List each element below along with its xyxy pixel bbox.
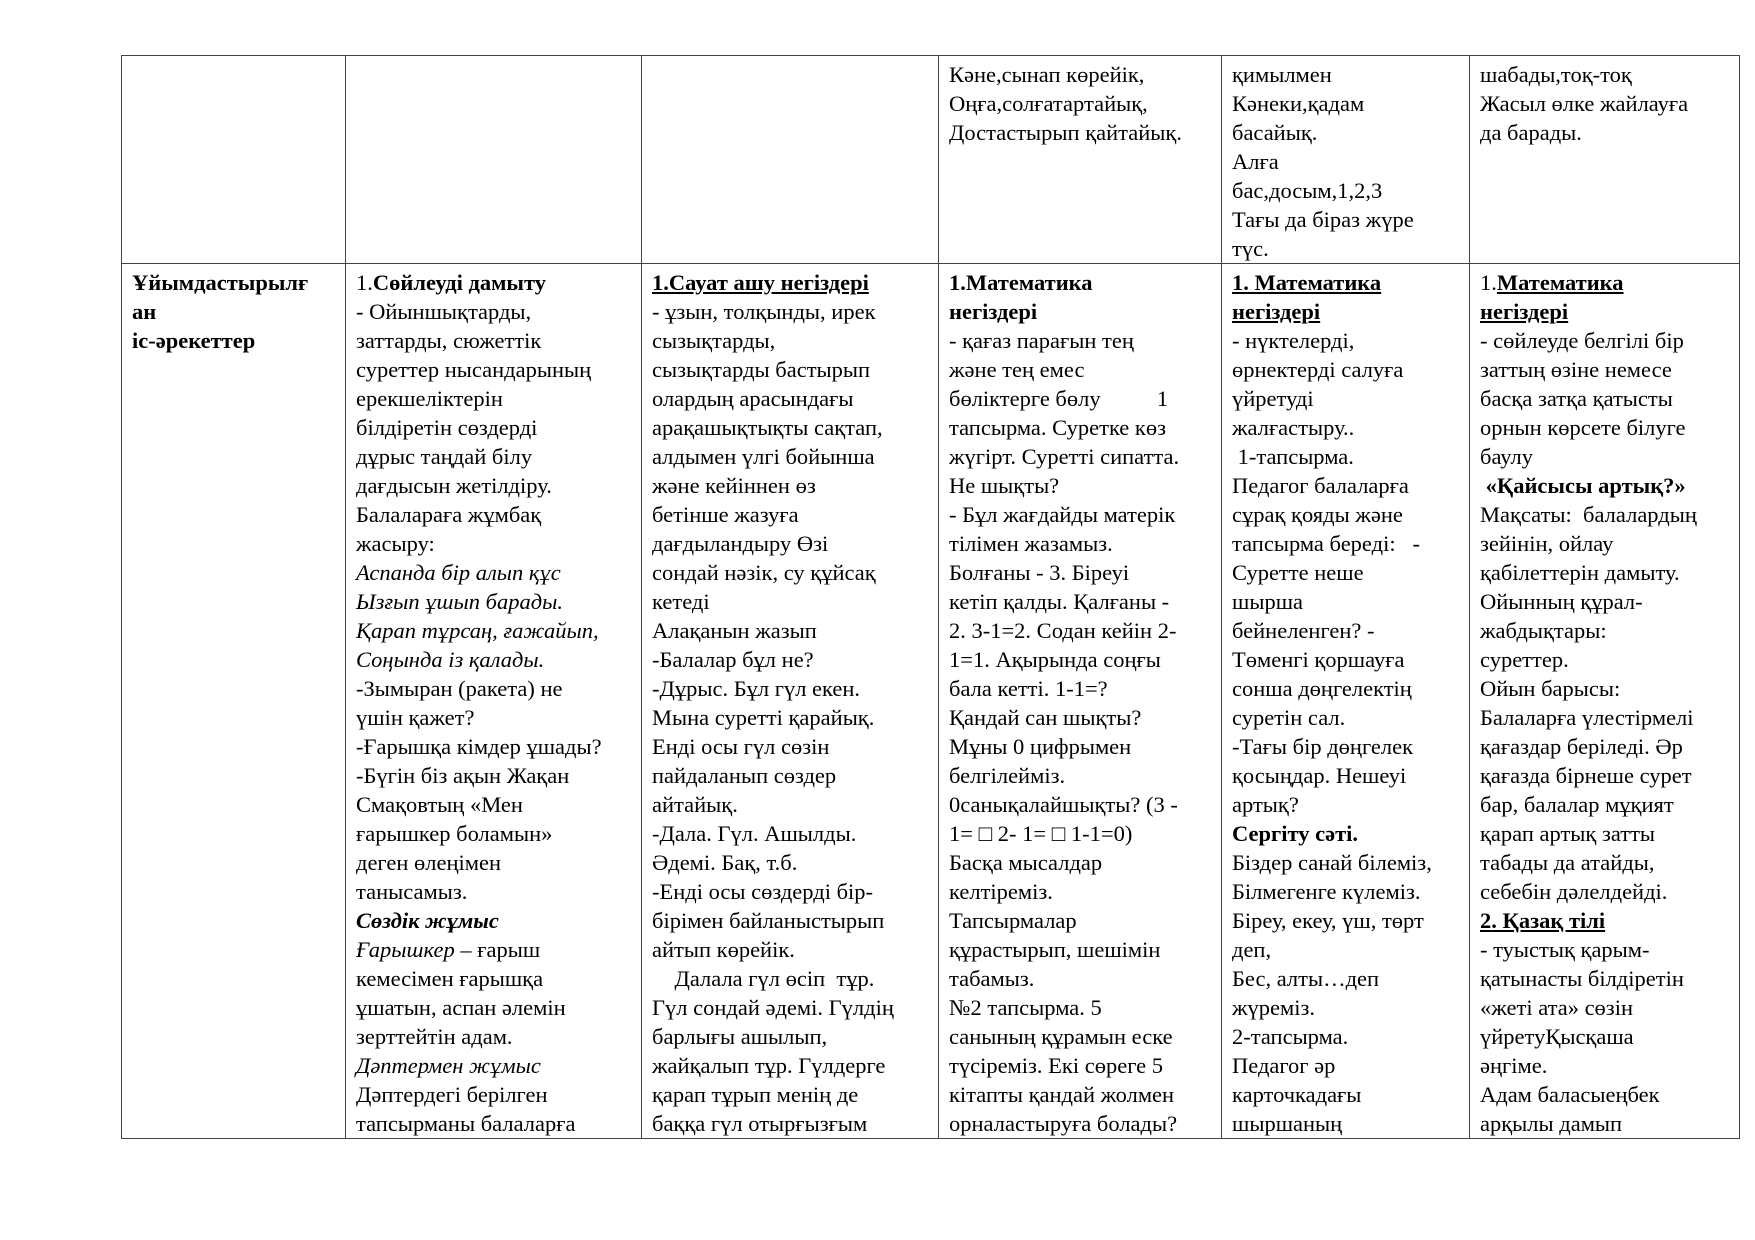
literacy-text-line: айтайық. — [652, 792, 738, 817]
top-cell-4-text-line: Оңға,солғатартайық, — [949, 91, 1148, 116]
speech-questions-text — [356, 674, 635, 906]
top-cell-5-text-line: Кәнеки,қадам — [1232, 91, 1365, 116]
row-label-line: іс-әрекеттер — [132, 328, 256, 353]
game-text-line: Ойын барысы: — [1480, 676, 1621, 701]
literacy-text-line: -Балалар бұл не? — [652, 647, 814, 672]
math-text-2b-line: Білмегенге күлеміз. — [1232, 879, 1421, 904]
math-text-2a-line: 1-тапсырма. — [1232, 444, 1354, 469]
table-row-main — [122, 264, 1740, 1139]
game-text-line: зейінін, ойлау — [1480, 531, 1614, 556]
speech-questions-text-line: -Зымыран (ракета) не — [356, 676, 563, 701]
math-text-2b-line: шыршаның — [1232, 1111, 1343, 1136]
top-cell-5-text-line: түс. — [1232, 236, 1269, 261]
math-text-1-line: жүгірт. Суретті сипатта. — [949, 444, 1180, 469]
speech-title-line — [356, 268, 635, 297]
notebook-work-text — [356, 1080, 635, 1138]
top-cell-6-text-line: да барады. — [1480, 120, 1582, 145]
math-text-1-line: №2 тапсырма. 5 — [949, 995, 1102, 1020]
literacy-text-line: қарап тұрып менің де — [652, 1082, 859, 1107]
math-text-1-line: - қағаз парағын тең — [949, 328, 1134, 353]
riddle-poem-line: Соңында із қалады. — [356, 647, 545, 672]
literacy-text-line: Гүл сондай әдемі. Гүлдің — [652, 995, 894, 1020]
math-text-1-line: - Бұл жағдайды матерік — [949, 502, 1176, 527]
riddle-poem — [356, 558, 635, 674]
vocabulary-definition-line: зерттейтін адам. — [356, 1024, 513, 1049]
literacy-text-line: сызықтарды бастырып — [652, 357, 871, 382]
row-label-line: ан — [132, 299, 157, 324]
math-text-3a-line: заттың өзіне немесе — [1480, 357, 1672, 382]
speech-intro-text-line: Балаларағa жұмбақ — [356, 502, 542, 527]
literacy-title: 1.Сауат ашу негіздері — [652, 270, 869, 295]
row-label-line: Ұйымдастырылғ — [132, 270, 309, 295]
literacy-text-line: олардың арасындағы — [652, 386, 854, 411]
math-text-1-line: санының құрамын еске — [949, 1024, 1173, 1049]
literacy-text-line: арақашықтықты сақтап, — [652, 415, 883, 440]
top-cell-6-text-line: Жасыл өлке жайлауға — [1480, 91, 1689, 116]
math-text-2b-line: Біздер санай білеміз, — [1232, 850, 1432, 875]
top-cell-4-text-line: Кәне,сынап көрейік, — [949, 62, 1145, 87]
speech-questions-text-line: деген өлеңімен — [356, 850, 502, 875]
math-text-2a-line: қосыңдар. Нешеуі — [1232, 763, 1407, 788]
game-text-line: қағаздар беріледі. Әр — [1480, 734, 1683, 759]
literacy-text — [652, 297, 932, 1138]
math-text-2a-line: - нүктелерді, — [1232, 328, 1355, 353]
speech-intro-text-line: заттарды, сюжеттік — [356, 328, 542, 353]
math-text-1-line: Қандай сан шықты? — [949, 705, 1142, 730]
top-cell-3 — [642, 56, 939, 264]
math-text-1-line: 1= □ 2- 1= □ 1-1=0) — [949, 821, 1133, 846]
math-text-1-line: бөліктерге бөлу 1 — [949, 386, 1169, 411]
math-title-3-second: негіздері — [1480, 299, 1569, 324]
game-text — [1480, 500, 1733, 906]
riddle-poem-line: Аспанда бір алып құс — [356, 560, 561, 585]
speech-questions-text-line: ғарышкер боламын» — [356, 821, 553, 846]
speech-questions-text-line: -Бүгін біз ақын Жақан — [356, 763, 570, 788]
top-cell-6-text-line: шабады,тоқ-тоқ — [1480, 62, 1632, 87]
game-title: «Қайсысы артық?» — [1480, 473, 1686, 498]
math-title-1-line: 1.Математика — [949, 270, 1093, 295]
math-text-1-line: түсіреміз. Екі сөреге 5 — [949, 1053, 1164, 1078]
kazakh-language-text-line: қатынасты білдіретін — [1480, 966, 1684, 991]
math-text-1-line: 1=1. Ақырында соңғы — [949, 647, 1161, 672]
top-cell-2 — [346, 56, 642, 264]
math-basics-cell-3 — [1470, 264, 1740, 1139]
literacy-text-line: сызықтарды, — [652, 328, 776, 353]
literacy-text-line: Әдемі. Бақ, т.б. — [652, 850, 798, 875]
break-moment-title: Сергіту сәті. — [1232, 821, 1359, 846]
literacy-text-line: баққа гүл отырғызғым — [652, 1111, 868, 1136]
game-text-line: қабілеттерін дамыту. — [1480, 560, 1680, 585]
math-text-1-line: белгілейміз. — [949, 763, 1066, 788]
kazakh-language-title: . Қазақ тілі — [1491, 908, 1606, 933]
speech-intro-text-line: білдіретін сөздерді — [356, 415, 538, 440]
game-text-line: суреттер. — [1480, 647, 1569, 672]
math-title-2-line: негіздері — [1232, 299, 1321, 324]
math-text-3a-line: баулу — [1480, 444, 1534, 469]
top-cell-4 — [939, 56, 1222, 264]
row-label — [132, 268, 339, 355]
math-text-2a-line: тапсырма береді: - — [1232, 531, 1420, 556]
top-cell-4-text-line: Достастырып қайтайық. — [949, 120, 1182, 145]
math-text-2a-line: суретін сал. — [1232, 705, 1346, 730]
table-row-top — [122, 56, 1740, 264]
literacy-text-line: жайқалып тұр. Гүлдерге — [652, 1053, 886, 1078]
vocabulary-term-line — [356, 935, 635, 964]
top-cell-5-text-line: бас,досым,1,2,3 — [1232, 178, 1383, 203]
literacy-basics-cell — [642, 264, 939, 1139]
notebook-work-text-line: тапсырманы балаларға — [356, 1111, 576, 1136]
kazakh-language-text-line: - туыстық қарым- — [1480, 937, 1650, 962]
vocabulary-definition-line: ұшатын, аспан әлемін — [356, 995, 566, 1020]
game-text-line: Ойынның құрал- — [1480, 589, 1643, 614]
speech-intro-text-line: суреттер нысандарының — [356, 357, 592, 382]
math-text-2b-line: карточкадағы — [1232, 1082, 1362, 1107]
top-cell-5-text-line: Тағы да біраз жүре — [1232, 207, 1414, 232]
math-text-2a-line: үйретуді — [1232, 386, 1314, 411]
game-text-line: Балаларға үлестірмелі — [1480, 705, 1694, 730]
speech-intro-text — [356, 297, 635, 558]
kazakh-language-text — [1480, 935, 1733, 1138]
notebook-work-text-line: Дәптердегі берілген — [356, 1082, 548, 1107]
math-text-2a-line: бейнеленген? - — [1232, 618, 1375, 643]
top-cell-5 — [1222, 56, 1470, 264]
kazakh-language-text-line: арқылы дамып — [1480, 1111, 1623, 1136]
literacy-text-line: Алақанын жазып — [652, 618, 817, 643]
math-basics-cell-1 — [939, 264, 1222, 1139]
math-text-2a-line: Төменгі қоршауға — [1232, 647, 1405, 672]
literacy-text-line: бірімен байланыстырып — [652, 908, 885, 933]
riddle-poem-line: Қарап тұрсаң, ғажайып, — [356, 618, 599, 643]
speech-questions-text-line: танысамыз. — [356, 879, 468, 904]
math-text-1-line: Басқа мысалдар — [949, 850, 1103, 875]
top-cell-5-text-line: Алға — [1232, 149, 1279, 174]
math-text-1-line: келтіреміз. — [949, 879, 1053, 904]
math-text-1-line: Мұны 0 цифрымен — [949, 734, 1132, 759]
math-text-1-line: Тапсырмалар — [949, 908, 1077, 933]
math-text-2b-line: Біреу, екеу, үш, төрт — [1232, 908, 1424, 933]
math-text-2a-line: жалғастыру.. — [1232, 415, 1355, 440]
kazakh-language-text-line: Адам баласыеңбек — [1480, 1082, 1660, 1107]
game-text-line: табады да атайды, — [1480, 850, 1655, 875]
literacy-text-line: барлығы ашылып, — [652, 1024, 828, 1049]
row-label-cell — [122, 264, 346, 1139]
vocabulary-definition — [356, 964, 635, 1051]
math-title-3-first: Математика — [1496, 270, 1624, 295]
literacy-text-line: дағдыландыру Өзі — [652, 531, 829, 556]
math-text-1-line: орналастыруға болады? — [949, 1111, 1178, 1136]
math-text-2a-line: сонша дөңгелектің — [1232, 676, 1412, 701]
math-text-2a-line: Педагог балаларға — [1232, 473, 1409, 498]
math-text-2b-line: деп, — [1232, 937, 1272, 962]
literacy-text-line: Енді осы гүл сөзін — [652, 734, 830, 759]
game-text-line: қарап артық затты — [1480, 821, 1656, 846]
literacy-text-line: Мына суретті қарайық. — [652, 705, 875, 730]
math-text-2a-line: -Тағы бір дөңгелек — [1232, 734, 1414, 759]
math-text-1-line: және тең емес — [949, 357, 1085, 382]
literacy-text-line: айтып көрейік. — [652, 937, 795, 962]
math-text-3a-line: басқа затқа қатысты — [1480, 386, 1673, 411]
math-title-1-line: негіздері — [949, 299, 1038, 324]
math-text-1 — [949, 326, 1215, 1138]
speech-intro-text-line: дағдысын жетілдіру. — [356, 473, 552, 498]
math-text-2a — [1232, 326, 1463, 819]
literacy-text-line: бетінше жазуға — [652, 502, 799, 527]
top-cell-5-text-line: қимылмен — [1232, 62, 1332, 87]
math-title-2 — [1232, 268, 1463, 326]
math-title-3-line — [1480, 268, 1733, 297]
math-text-1-line: кітапты қандай жолмен — [949, 1082, 1175, 1107]
kazakh-language-text-line: «жеті ата» сөзін — [1480, 995, 1633, 1020]
math-text-1-line: 0санықалайшықты? (3 - — [949, 792, 1178, 817]
math-text-2b — [1232, 848, 1463, 1138]
speech-intro-text-line: жасыру: — [356, 531, 435, 556]
literacy-text-line: пайдаланып сөздер — [652, 763, 837, 788]
math-text-2a-line: сұрақ қояды және — [1232, 502, 1403, 527]
top-cell-4-text — [949, 60, 1215, 147]
kazakh-language-text-line: үйретуҚысқаша — [1480, 1024, 1634, 1049]
math-text-2a-line: өрнектерді салуға — [1232, 357, 1404, 382]
math-text-1-line: табамыз. — [949, 966, 1035, 991]
game-text-line: бар, балалар мұқият — [1480, 792, 1674, 817]
speech-questions-text-line: үшін қажет? — [356, 705, 475, 730]
vocabulary-definition-start: – ғарыш — [454, 937, 541, 962]
math-text-1-line: құрастырып, шешімін — [949, 937, 1161, 962]
vocabulary-work-title: Сөздік жұмыс — [356, 908, 499, 933]
riddle-poem-line: Ызғып ұшып барады. — [356, 589, 563, 614]
top-cell-1 — [122, 56, 346, 264]
speech-intro-text-line: дұрыс таңдай білу — [356, 444, 533, 469]
math-text-2b-line: Педагог әр — [1232, 1053, 1336, 1078]
kazakh-language-title-line — [1480, 906, 1733, 935]
math-title-1 — [949, 268, 1215, 326]
top-cell-6-text — [1480, 60, 1733, 147]
game-text-line: Мақсаты: балалардың — [1480, 502, 1697, 527]
literacy-text-line: және кейіннен өз — [652, 473, 816, 498]
math-title-2-line: 1. Математика — [1232, 270, 1382, 295]
math-text-1-line: тапсырма. Суретке көз — [949, 415, 1166, 440]
math-text-2a-line: шырша — [1232, 589, 1304, 614]
math-text-1-line: 2. 3-1=2. Содан кейін 2- — [949, 618, 1177, 643]
literacy-text-line: -Енді осы сөздерді бір- — [652, 879, 874, 904]
math-text-2b-line: жүреміз. — [1232, 995, 1316, 1020]
math-title-3-number: 1. — [1480, 270, 1497, 295]
kazakh-language-number: 2 — [1480, 908, 1492, 933]
literacy-text-line: - ұзын, толқынды, ирек — [652, 299, 876, 324]
literacy-text-line: сондай нәзік, су құйсақ — [652, 560, 876, 585]
literacy-text-line: кетеді — [652, 589, 710, 614]
math-text-3a — [1480, 326, 1733, 471]
vocabulary-definition-line: кемесімен ғарышқа — [356, 966, 544, 991]
kazakh-language-text-line: әңгіме. — [1480, 1053, 1548, 1078]
speech-title: Сөйлеуді дамыту — [372, 270, 547, 295]
math-text-2b-line: Бес, алты…деп — [1232, 966, 1380, 991]
speech-intro-text-line: - Ойыншықтарды, — [356, 299, 532, 324]
math-text-1-line: бала кетті. 1-1=? — [949, 676, 1108, 701]
literacy-text-line: -Дала. Гүл. Ашылды. — [652, 821, 857, 846]
game-text-line: жабдықтары: — [1480, 618, 1607, 643]
top-cell-6 — [1470, 56, 1740, 264]
speech-intro-text-line: ерекшеліктерін — [356, 386, 503, 411]
lesson-plan-table — [121, 55, 1740, 1139]
speech-title-number: 1. — [356, 270, 373, 295]
notebook-work-title: Дәптермен жұмыс — [356, 1053, 541, 1078]
math-text-2a-line: Суретте неше — [1232, 560, 1364, 585]
math-text-2b-line: 2-тапсырма. — [1232, 1024, 1349, 1049]
speech-questions-text-line: Смақовтың «Мен — [356, 792, 523, 817]
literacy-text-line: -Дұрыс. Бұл гүл екен. — [652, 676, 861, 701]
math-text-1-line: Не шықты? — [949, 473, 1060, 498]
speech-questions-text-line: -Ғарышқа кімдер ұшады? — [356, 734, 602, 759]
vocabulary-term: Ғарышкер — [356, 937, 455, 962]
math-text-3a-line: орнын көрсете білуге — [1480, 415, 1686, 440]
game-text-line: себебін дәлелдейді. — [1480, 879, 1668, 904]
literacy-text-line: алдымен үлгі бойынша — [652, 444, 875, 469]
game-text-line: қағазда бірнеше сурет — [1480, 763, 1692, 788]
math-text-2a-line: артық? — [1232, 792, 1299, 817]
literacy-text-line: Далала гүл өсіп тұр. — [652, 966, 875, 991]
math-text-1-line: кетіп қалды. Қалғаны - — [949, 589, 1170, 614]
math-text-1-line: тілімен жазамыз. — [949, 531, 1113, 556]
speech-development-cell — [346, 264, 642, 1139]
math-text-3a-line: - сөйлеуде белгілі бір — [1480, 328, 1684, 353]
top-cell-5-text-line: басайық. — [1232, 120, 1318, 145]
top-cell-5-text — [1232, 60, 1463, 263]
math-text-1-line: Болғаны - 3. Біреуі — [949, 560, 1130, 585]
math-basics-cell-2 — [1222, 264, 1470, 1139]
